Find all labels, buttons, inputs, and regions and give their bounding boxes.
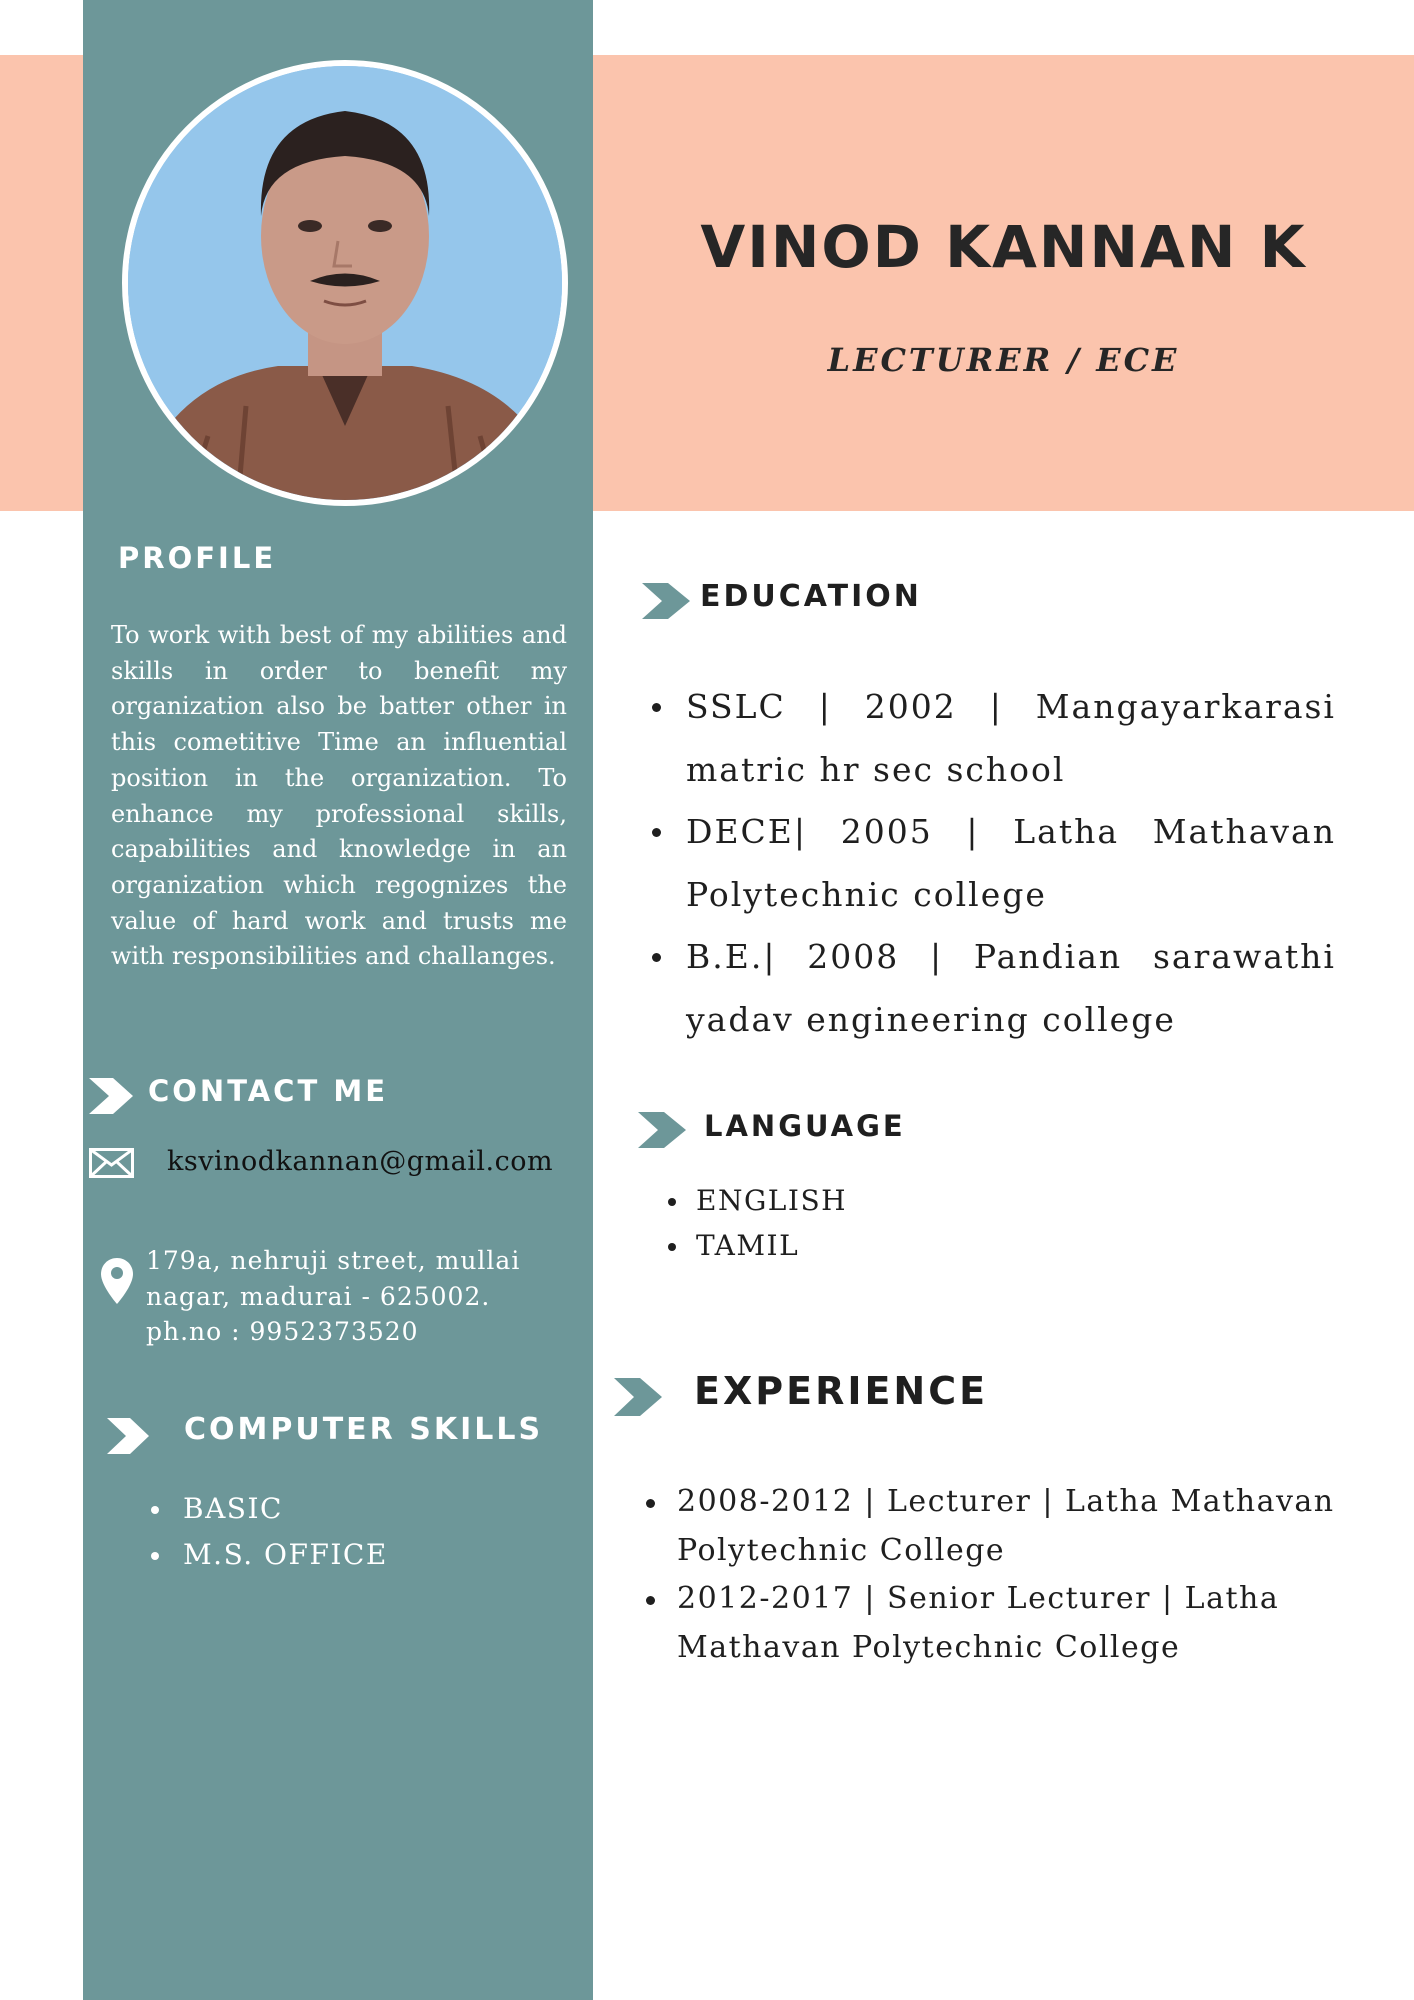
computer-skills-list bbox=[145, 1486, 388, 1578]
email-link[interactable]: ksvinodkannan@gmail.com bbox=[167, 1146, 554, 1177]
language-heading: LANGUAGE bbox=[704, 1109, 906, 1143]
computer-skills-heading: COMPUTER SKILLS bbox=[184, 1412, 544, 1447]
list-item: DECE| 2005 | Latha Mathavan Polytechnic college bbox=[642, 801, 1336, 926]
chevron-right-icon bbox=[614, 1378, 662, 1416]
location-pin-icon bbox=[101, 1258, 133, 1304]
list-item: SSLC | 2002 | Mangayarkarasi matric hr sec school bbox=[642, 676, 1336, 801]
chevron-right-icon bbox=[107, 1418, 149, 1454]
profile-heading: PROFILE bbox=[118, 541, 277, 575]
education-heading: EDUCATION bbox=[700, 579, 922, 614]
candidate-name: VINOD KANNAN K bbox=[700, 213, 1307, 281]
phone-number: ph.no : 9952373520 bbox=[146, 1317, 419, 1346]
chevron-right-icon bbox=[642, 583, 690, 619]
experience-list bbox=[640, 1478, 1360, 1672]
chevron-right-icon bbox=[638, 1112, 686, 1148]
list-item: B.E.| 2008 | Pandian sarawathi yadav engineering college bbox=[642, 926, 1336, 1051]
envelope-icon bbox=[89, 1148, 134, 1178]
list-item: TAMIL bbox=[662, 1223, 847, 1268]
education-list bbox=[642, 676, 1336, 1052]
list-item: 2008-2012 | Lecturer | Latha Mathavan Polytechnic College bbox=[640, 1478, 1360, 1575]
language-list bbox=[662, 1178, 847, 1268]
job-title: LECTURER / ECE bbox=[827, 341, 1180, 379]
list-item: BASIC bbox=[145, 1486, 388, 1532]
list-item: M.S. OFFICE bbox=[145, 1532, 388, 1578]
chevron-right-icon bbox=[89, 1078, 133, 1114]
list-item: ENGLISH bbox=[662, 1178, 847, 1223]
list-item: 2012-2017 | Senior Lecturer | Latha Mathavan Polytechnic College bbox=[640, 1575, 1360, 1672]
profile-photo bbox=[122, 60, 568, 506]
address-line-1: 179a, nehruji street, mullai bbox=[146, 1246, 521, 1275]
profile-text: To work with best of my abilities and skills in order to benefit my organization also be batter other in this cometitive Time an influential position in the organization. To enhance my professional skills, capabilities and knowledge in an organization which regognizes the value of hard work and trusts me with responsibilities and challanges. bbox=[111, 621, 567, 971]
address-line-2: nagar, madurai - 625002. bbox=[146, 1282, 491, 1311]
experience-heading: EXPERIENCE bbox=[694, 1369, 989, 1413]
contact-heading: CONTACT ME bbox=[148, 1074, 389, 1108]
